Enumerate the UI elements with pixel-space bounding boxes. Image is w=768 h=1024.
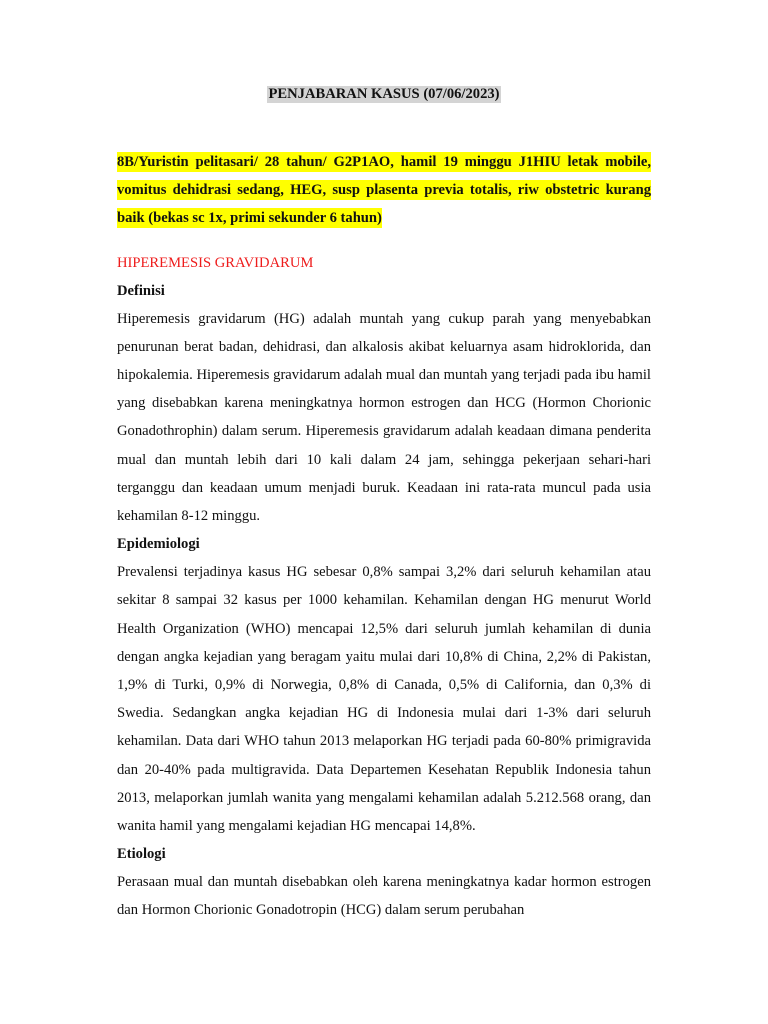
- section-title: HIPEREMESIS GRAVIDARUM: [117, 254, 314, 271]
- subsection-epidemiologi: [117, 530, 651, 840]
- paragraph-text: Prevalensi terjadinya kasus HG sebesar 0,8% sampai 3,2% dari seluruh kehamilan atau sekitar 8 sampai 32 kasus per 1000 kehamilan. Kehamilan dengan HG menurut World Health Organization (WHO) mencapai 12,5% dari seluruh jumlah kehamilan di dunia dengan angka kejadian yang beragam yaitu mulai dari 10,8% di China, 2,2% di Pakistan, 1,9% di Turki, 0,9% di Norwegia, 0,8% di Canada, 0,5% di California, dan 0,3% di Swedia. Sedangkan angka kejadian HG di Indonesia mulai dari 1-3% dari seluruh kehamilan. Data dari WHO tahun 2013 melaporkan HG terjadi pada 60-80% primigravida dan 20-40% pada multigravida. Data Departemen Kesehatan Republik Indonesia tahun 2013, melaporkan jumlah wanita yang mengalami kehamilan adalah 5.212.568 orang, dan wanita hamil yang mengalami kejadian HG mencapai 14,8%.: [117, 564, 651, 835]
- subsection-heading: Epidemiologi: [117, 536, 200, 553]
- subsection-etiologi: [117, 840, 651, 924]
- document-page: [117, 86, 651, 925]
- subsection-heading: Definisi: [117, 282, 165, 299]
- document-title: PENJABARAN KASUS (07/06/2023): [268, 86, 500, 102]
- subsection-definisi: [117, 277, 651, 531]
- subsection-heading: Etiologi: [117, 846, 166, 863]
- paragraph-text: Perasaan mual dan muntah disebabkan oleh karena meningkatnya kadar hormon estrogen dan Hormon Chorionic Gonadotropin (HCG) dalam serum perubahan: [117, 874, 651, 919]
- paragraph-text: Hiperemesis gravidarum (HG) adalah muntah yang cukup parah yang menyebabkan penurunan berat badan, dehidrasi, dan alkalosis akibat keluarnya asam hidroklorida, dan hipokalemia. Hiperemesis gravidarum adalah mual dan muntah yang terjadi pada ibu hamil yang disebabkan karena meningkatnya hormon estrogen dan HCG (Hormon Chorionic Gonadothrophin) dalam serum. Hiperemesis gravidarum adalah keadaan dimana penderita mual dan muntah lebih dari 10 kali dalam 24 jam, sehingga pekerjaan sehari-hari terganggu dan keadaan umum menjadi buruk. Keadaan ini rata-rata muncul pada usia kehamilan 8-12 minggu.: [117, 310, 651, 525]
- subsection-body: [117, 558, 651, 840]
- case-summary-text: 8B/Yuristin pelitasari/ 28 tahun/ G2P1AO, hamil 19 minggu J1HIU letak mobile, vomitus dehidrasi sedang, HEG, susp plasenta previa totalis, riw obstetric kurang baik (bekas sc 1x, primi sekunder 6 tahun): [117, 154, 651, 227]
- subsection-body: [117, 868, 651, 924]
- subsection-body: [117, 305, 651, 531]
- title-block: [117, 86, 651, 122]
- case-summary: [117, 148, 651, 233]
